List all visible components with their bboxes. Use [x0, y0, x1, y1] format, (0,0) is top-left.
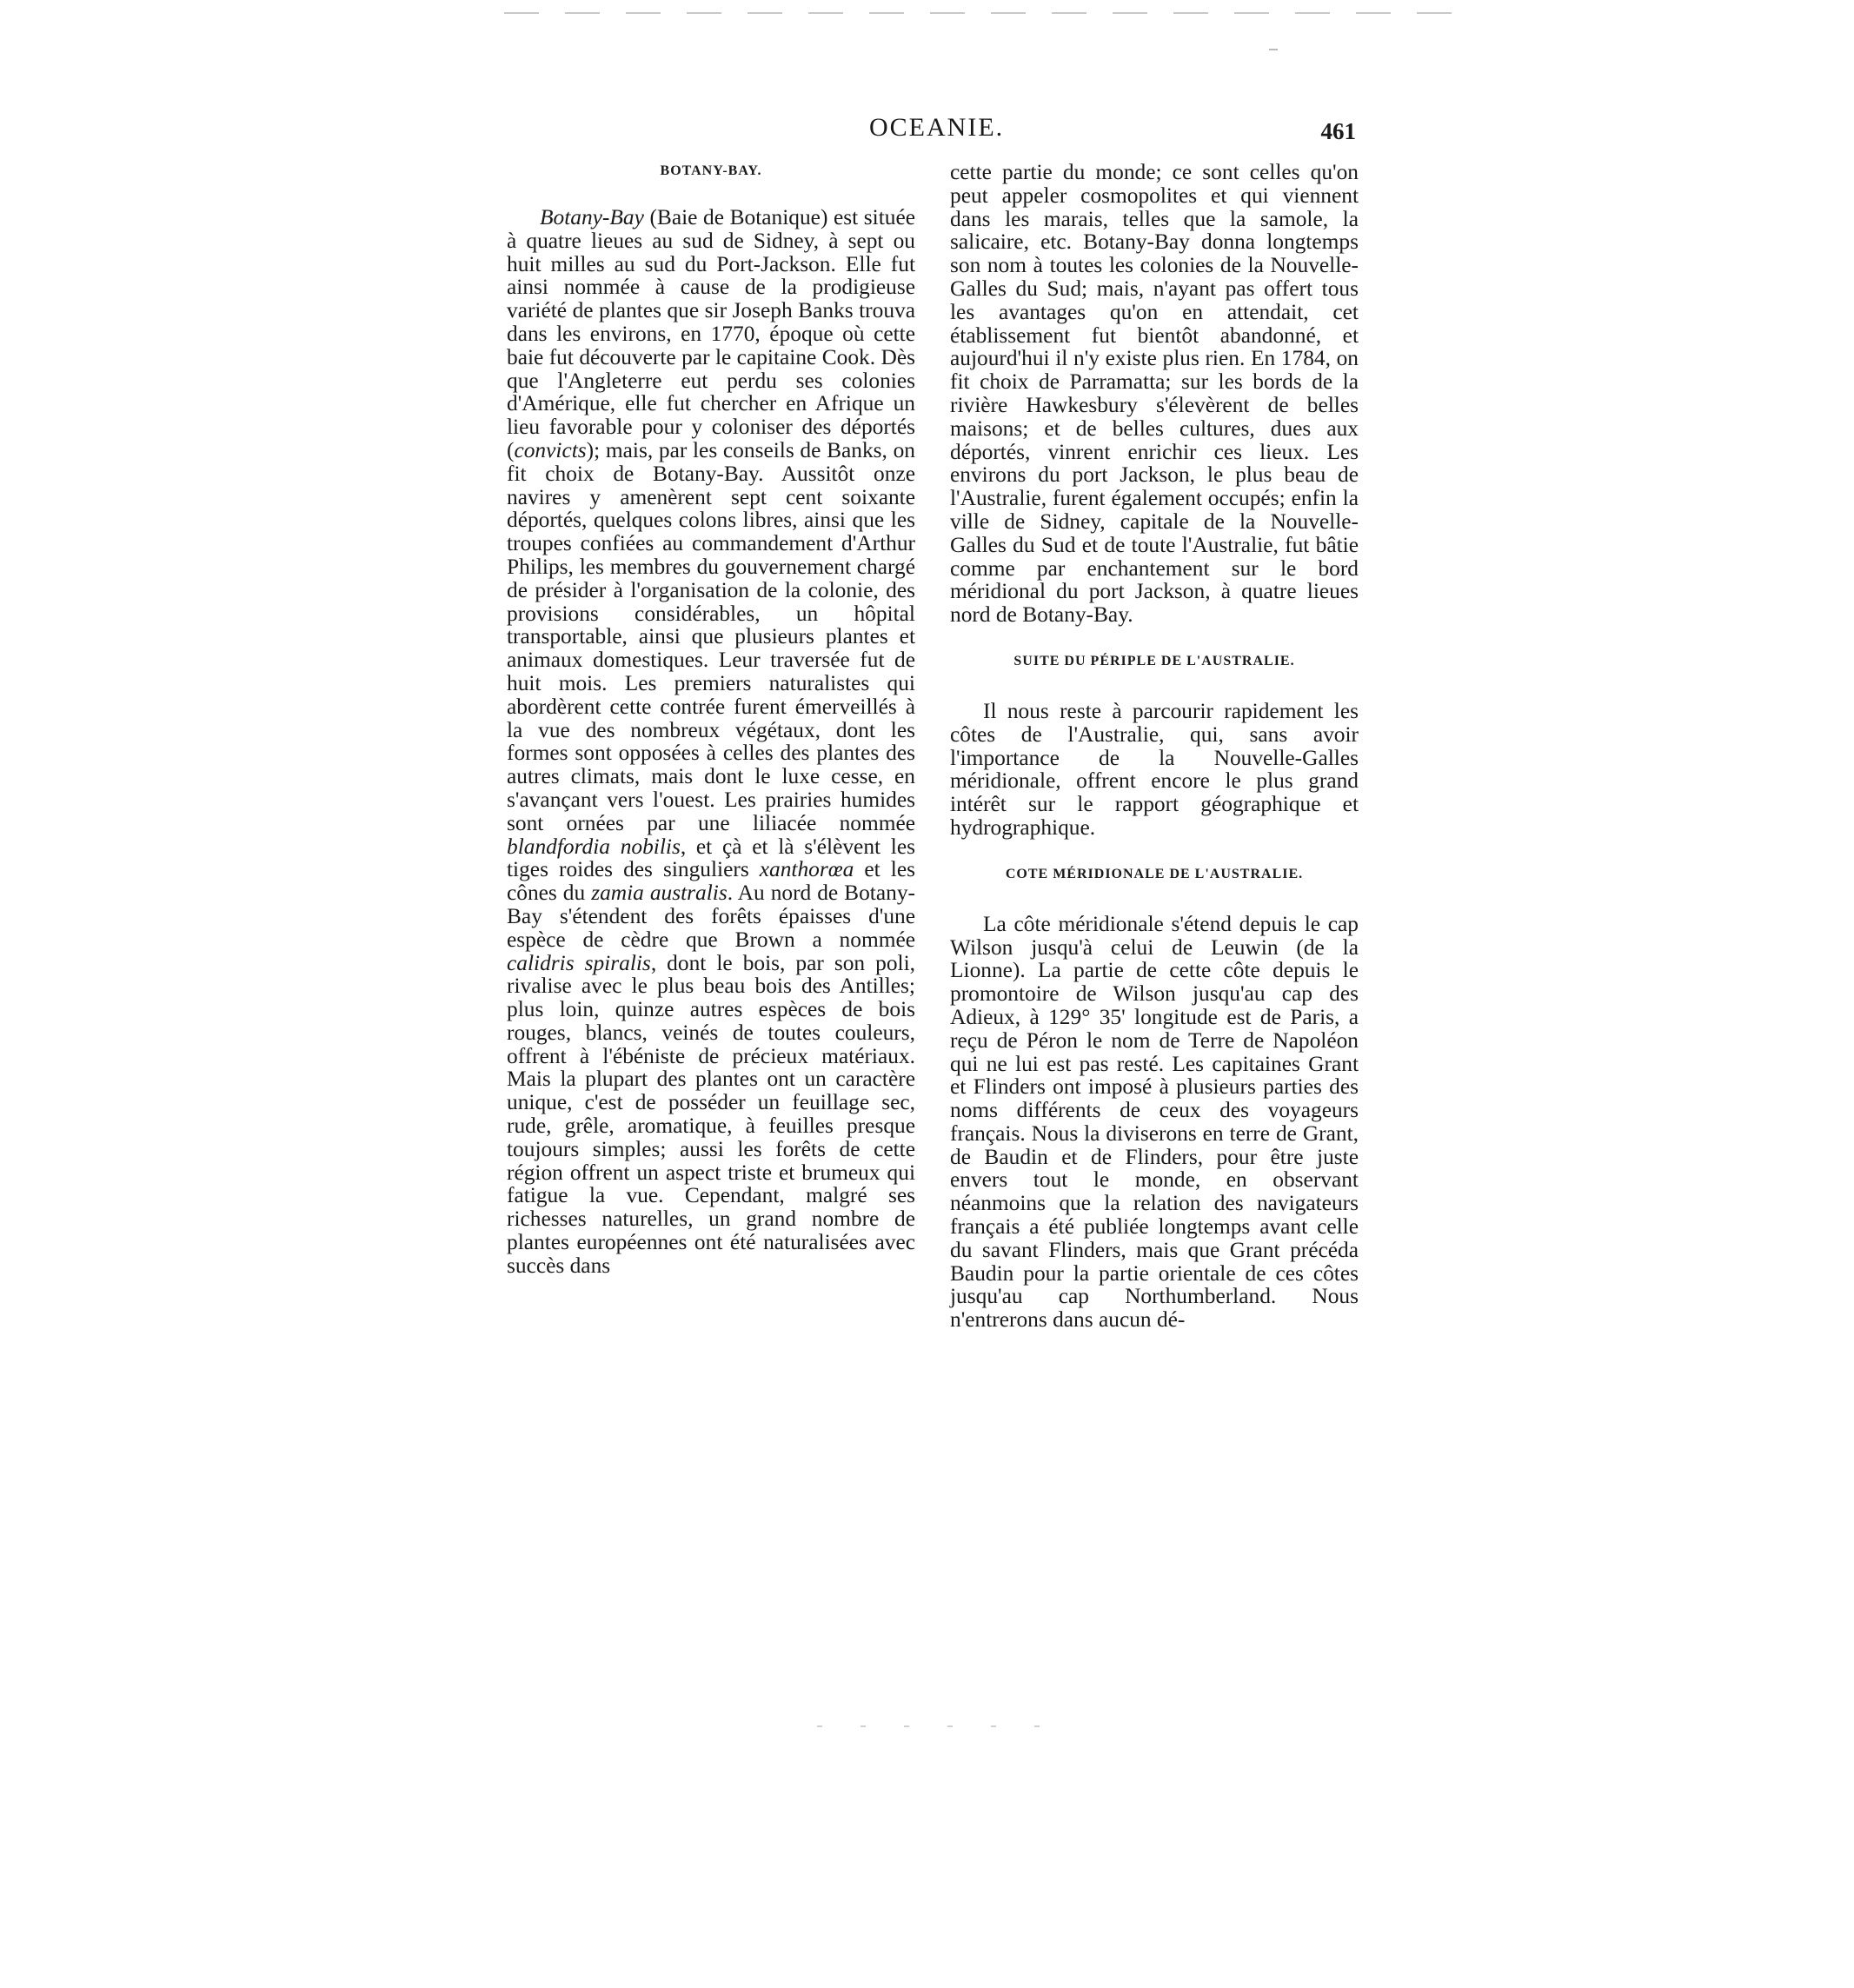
page-header [504, 113, 1356, 156]
paragraph-cote-meridionale: La côte méridionale s'étend depuis le cap Wilson jusqu'à celui de Leuwin (de la Lionne). La partie de cette côte depuis le promontoire de Wilson jusqu'au cap des Adieux, à 129° 35' longitude est de Paris, a reçu de Péron le nom de Terre de Napoléon qui ne lui est pas resté. Les capitaines Grant et Flinders ont imposé à plusieurs parties des noms différents de ceux des voyageurs français. Nous la diviserons en terre de Grant, de Baudin et de Flinders, pour être juste envers tout le monde, en observant néanmoins que la relation des navigateurs français a été publiée longtemps avant celle du savant Flinders, mais que Grant précéda Baudin pour la partie orientale de ces côtes jusqu'au cap Northumberland. Nous n'entrerons dans aucun dé- [950, 911, 1359, 1333]
text-run: (Baie de Botanique) est située à quatre lieues au sud de Sidney, à sept ou huit milles au sud du Port-Jackson. Elle fut ainsi nommée à cause de la prodigieuse variété de plantes que sir Joseph Banks trouva dans les environs, en 1770, époque où cette baie fut découverte par le capitaine Cook. Dès que l'Angleterre eut perdu ses colonies d'Amérique, elle fut chercher en Afrique un lieu favorable pour y coloniser des déportés ( [507, 205, 915, 462]
text-run: . Au nord de Botany-Bay s'étendent des forêts épaisses d'une espèce de cèdre que Brown a nommée [507, 881, 915, 952]
section-heading-periple: SUITE DU PÉRIPLE DE L'AUSTRALIE. [1013, 653, 1295, 668]
left-column [507, 161, 915, 1278]
scan-artifact-mark [1269, 49, 1278, 50]
italic-term: xanthorœa [759, 857, 854, 882]
text-run: , dont le bois, par son poli, rivalise avec le plus beau bois des Antilles; plus loin, quinze autres espèces de bois rouges, blancs, veinés de toutes couleurs, offrent à l'ébéniste de précieux matériaux. Mais la plupart des plantes ont un caractère unique, c'est de posséder un feuillage sec, rude, grêle, aromatique, à feuilles presque toujours simples; aussi les forêts de cette région offrent un aspect triste et brumeux qui fatigue la vue. Cependant, malgré ses richesses naturelles, un grand nombre de plantes européennes ont été naturalisées avec succès dans [507, 950, 915, 1278]
right-column [950, 161, 1359, 1332]
text-run: , et çà et là s'élèvent les tiges roides des singuliers [507, 834, 915, 882]
paragraph-continuation: cette partie du monde; ce sont celles qu'on peut appeler cosmopolites et qui viennent dans les marais, telles que la samole, la salicaire, etc. Botany-Bay donna longtemps son nom à toutes les colonies de la Nouvelle-Galles du Sud; mais, n'ayant pas offert tous les avantages qu'on en attendait, cet établissement fut bientôt abandonné, et aujourd'hui il n'y existe plus rien. En 1784, on fit choix de Parramatta; sur les bords de la rivière Hawkesbury s'élevèrent de belles maisons; et de belles cultures, dues aux déportés, vinrent enrichir ces lieux. Les environs du port Jackson, le plus beau de l'Australie, furent également occupés; enfin la ville de Sidney, capitale de la Nouvelle-Galles du Sud et de toute l'Australie, fut bâtie comme par enchantement sur le bord méridional du port Jackson, à quatre lieues nord de Botany-Bay. [950, 160, 1359, 628]
section-heading-botany-bay: BOTANY-BAY. [660, 163, 762, 178]
lead-italic: Botany-Bay [540, 205, 644, 229]
italic-term: blandfordia nobilis [507, 834, 681, 859]
scan-artifact-top [504, 12, 1478, 14]
italic-term: convicts [514, 437, 587, 462]
paragraph-periple: Il nous reste à parcourir rapidement les côtes de l'Australie, qui, sans avoir l'importance de la Nouvelle-Galles méridionale, offrent encore le plus grand intérêt sur le rapport géographique et hydrographique. [950, 698, 1359, 840]
page-number: 461 [1320, 118, 1356, 144]
paragraph-botany-bay [507, 206, 915, 1278]
scan-artifact-bottom [817, 1725, 1078, 1727]
italic-term: zamia australis [591, 881, 728, 906]
section-heading-cote-meridionale: COTE MÉRIDIONALE DE L'AUSTRALIE. [1005, 866, 1304, 881]
italic-term: calidris spiralis [507, 950, 651, 975]
text-run: ); mais, par les conseils de Banks, on fit choix de Botany-Bay. Aussitôt onze navires y amenèrent sept cent soixante déportés, quelques colons libres, ainsi que les troupes confiées au commandement d'Arthur Philips, les membres du gouvernement chargé de présider à l'organisation de la colonie, des provisions considérables, un hôpital transportable, ainsi que plusieurs plantes et animaux domestiques. Leur traversée fut de huit mois. Les premiers naturalistes qui abordèrent cette contrée furent émerveillés à la vue des nombreux végétaux, dont les formes sont opposées à celles des plantes des autres climats, mais dont le luxe cesse, en s'avançant vers l'ouest. Les prairies humides sont ornées par une liliacée nommée [507, 437, 915, 835]
running-title: OCEANIE. [869, 113, 1005, 142]
text-run: et les cônes du [507, 857, 915, 906]
